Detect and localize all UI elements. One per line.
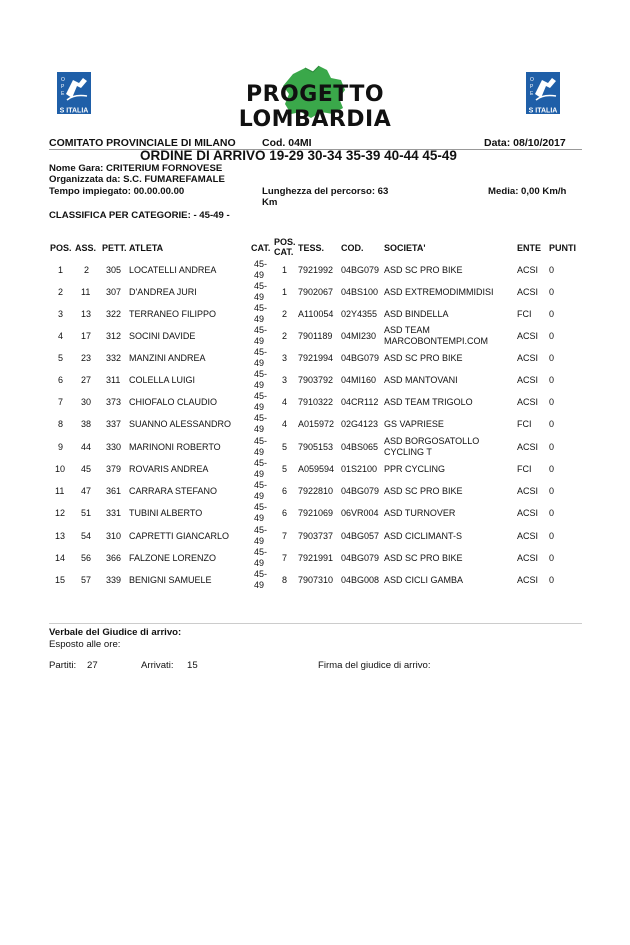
cell-cat (254, 281, 267, 303)
cell-atleta: TERRANEO FILIPPO (129, 309, 217, 319)
cell-societa: ASD EXTREMODIMMIDISI (384, 287, 494, 297)
cell-cat-line2: 49 (254, 292, 265, 302)
cell-tess: 7922810 (298, 486, 334, 496)
cell-pett: 331 (106, 508, 122, 518)
cell-punti: 0 (549, 265, 555, 275)
cell-cod: 04CR112 (341, 397, 379, 407)
cell-punti: 0 (549, 575, 555, 585)
cell-tess: A059594 (298, 464, 335, 474)
banner-title: PROGETTO LOMBARDIA (238, 82, 392, 132)
cell-atleta: TUBINI ALBERTO (129, 508, 203, 518)
cell-cat-line1: 45- (254, 281, 268, 291)
arrivati-value: 15 (187, 660, 198, 671)
table-row (0, 303, 630, 325)
col-pos-cat (274, 237, 296, 257)
cell-punti: 0 (549, 309, 555, 319)
cell-punti: 0 (549, 486, 555, 496)
col-pos-cat-line1: POS. (274, 237, 296, 247)
cell-cat (254, 436, 267, 458)
cell-pett: 332 (106, 353, 122, 363)
cell-pos-cat: 7 (282, 531, 288, 541)
col-tess: TESS. (298, 243, 325, 253)
cell-cat-line1: 45- (254, 569, 268, 579)
cell-atleta: CAPRETTI GIANCARLO (129, 531, 230, 541)
cell-cod: 01S2100 (341, 464, 378, 474)
cell-cat-line1: 45- (254, 502, 268, 512)
cell-ente: ACSI (517, 508, 539, 518)
cell-pett: 330 (106, 442, 122, 452)
cell-tess: 7903792 (298, 375, 334, 385)
cell-ass: 38 (81, 419, 92, 429)
cell-cat-line1: 45- (254, 259, 268, 269)
cell-cod: 02G4123 (341, 419, 379, 429)
cell-punti: 0 (549, 419, 555, 429)
cell-cat-line2: 49 (254, 380, 265, 390)
cell-cat-line1: 45- (254, 413, 268, 423)
cell-cat-line2: 49 (254, 358, 265, 368)
cell-pos-cat: 2 (282, 331, 288, 341)
cell-pett: 366 (106, 553, 122, 563)
cell-cat (254, 502, 267, 524)
cell-pos: 11 (55, 486, 65, 496)
cell-atleta: FALZONE LORENZO (129, 553, 217, 563)
cell-cat-line2: 49 (254, 402, 265, 412)
cell-atleta: COLELLA LUIGI (129, 375, 196, 385)
table-row (0, 369, 630, 391)
cell-atleta: MANZINI ANDREA (129, 353, 206, 363)
svg-text:P: P (61, 84, 65, 90)
cell-cat-line2: 49 (254, 580, 265, 590)
cell-pos: 13 (55, 531, 66, 541)
cell-cat-line1: 45- (254, 480, 268, 490)
cell-cod: 02Y4355 (341, 309, 378, 319)
cell-pett: 339 (106, 575, 122, 585)
cell-ass: 27 (81, 375, 92, 385)
cell-cod: 04BG079 (341, 353, 380, 363)
col-pos: POS. (50, 243, 72, 253)
cell-punti: 0 (549, 375, 555, 385)
cell-tess: 7921069 (298, 508, 334, 518)
cell-pos: 4 (58, 331, 64, 341)
progetto-lombardia-banner (180, 64, 450, 132)
cell-ass: 57 (81, 575, 92, 585)
cell-cat (254, 347, 267, 369)
table-row (0, 480, 630, 502)
cell-societa: ASD SC PRO BIKE (384, 553, 463, 563)
cell-pos: 12 (55, 508, 66, 518)
cell-pett: 310 (106, 531, 122, 541)
table-row (0, 525, 630, 547)
cell-pos-cat: 8 (282, 575, 288, 585)
cell-cat (254, 325, 267, 347)
cell-cat (254, 259, 267, 281)
cell-societa: GS VAPRIESE (384, 419, 444, 429)
col-cat: CAT. (251, 243, 271, 253)
svg-text:S ITALIA: S ITALIA (59, 107, 89, 114)
cell-pos: 6 (58, 375, 64, 385)
cell-pos: 8 (58, 419, 64, 429)
cell-pett: 373 (106, 397, 122, 407)
table-row (0, 502, 630, 524)
cell-tess: 7921994 (298, 353, 334, 363)
cell-tess: 7907310 (298, 575, 334, 585)
cell-ente: FCI (517, 309, 532, 319)
cell-atleta: CHIOFALO CLAUDIO (129, 397, 218, 407)
cell-cat-line2: 49 (254, 336, 265, 346)
cell-pos: 9 (58, 442, 64, 452)
cell-societa: ASD SC PRO BIKE (384, 353, 463, 363)
cell-cat-line2: 49 (254, 491, 265, 501)
course-length-unit: Km (262, 197, 278, 208)
partiti-label: Partiti: (49, 660, 77, 671)
cell-ass: 17 (81, 331, 92, 341)
cell-societa-line2: CYCLING T (384, 447, 432, 457)
race-name: Nome Gara: CRITERIUM FORNOVESE (49, 163, 223, 174)
cell-cat-line1: 45- (254, 347, 268, 357)
cell-tess: 7921991 (298, 553, 334, 563)
cell-cod: 04MI230 (341, 331, 377, 341)
cell-tess: 7903737 (298, 531, 334, 541)
cell-ente: ACSI (517, 397, 539, 407)
table-row (0, 458, 630, 480)
cell-ente: ACSI (517, 531, 539, 541)
committee: COMITATO PROVINCIALE DI MILANO (49, 137, 236, 149)
cell-ente: ACSI (517, 375, 539, 385)
event-code: Cod. 04MI (262, 137, 312, 149)
firma-label: Firma del giudice di arrivo: (318, 660, 431, 671)
cell-cat-line2: 49 (254, 469, 265, 479)
table-row (0, 281, 630, 303)
table-row (0, 347, 630, 369)
cell-cat-line1: 45- (254, 458, 268, 468)
cell-ente: ACSI (517, 331, 539, 341)
cell-cat-line2: 49 (254, 424, 265, 434)
svg-text:O: O (530, 77, 534, 83)
cell-cod: 04BS065 (341, 442, 379, 452)
cell-ass: 23 (81, 353, 92, 363)
cell-ass: 13 (81, 309, 92, 319)
table-row (0, 547, 630, 569)
table-row (0, 325, 630, 347)
cell-ass: 30 (81, 397, 92, 407)
cell-atleta: MARINONI ROBERTO (129, 442, 221, 452)
cell-cod: 04BS100 (341, 287, 379, 297)
cell-societa: ASD CICLI GAMBA (384, 575, 464, 585)
cell-pos: 14 (55, 553, 66, 563)
cell-pos: 10 (55, 464, 66, 474)
cell-pos-cat: 3 (282, 375, 288, 385)
cell-cat (254, 569, 267, 591)
organizer: Organizzata da: S.C. FUMAREFAMALE (49, 174, 225, 185)
cell-pos: 7 (58, 397, 64, 407)
svg-text:O: O (61, 77, 65, 83)
cell-societa: ASD SC PRO BIKE (384, 486, 463, 496)
cell-ente: ACSI (517, 486, 539, 496)
cell-pos-cat: 6 (282, 486, 288, 496)
col-cod: COD. (341, 243, 364, 253)
cell-pos-cat: 4 (282, 419, 288, 429)
cell-ente: ACSI (517, 553, 539, 563)
course-length: Lunghezza del percorso: 63 (262, 186, 389, 197)
cell-cat-line1: 45- (254, 325, 268, 335)
cell-pos-cat: 5 (282, 442, 288, 452)
cell-societa: ASD MANTOVANI (384, 375, 458, 385)
cell-cat-line2: 49 (254, 513, 265, 523)
cell-ente: ACSI (517, 353, 539, 363)
cell-atleta: ROVARIS ANDREA (129, 464, 209, 474)
category-label: CLASSIFICA PER CATEGORIE: - 45-49 - (49, 210, 230, 221)
cell-punti: 0 (549, 397, 555, 407)
cell-pett: 311 (106, 375, 121, 385)
cell-pos-cat: 2 (282, 309, 288, 319)
cell-pett: 307 (106, 287, 122, 297)
cell-cat-line1: 45- (254, 369, 268, 379)
cell-cod: 04BG079 (341, 265, 380, 275)
cell-atleta: SUANNO ALESSANDRO (129, 419, 232, 429)
cell-societa (384, 436, 479, 458)
cell-pett: 337 (106, 419, 122, 429)
col-ente: ENTE (517, 243, 542, 253)
cell-ass: 51 (81, 508, 92, 518)
cell-ass: 11 (81, 287, 91, 297)
cell-cat (254, 480, 267, 502)
cell-societa: ASD BINDELLA (384, 309, 449, 319)
cell-punti: 0 (549, 531, 555, 541)
col-pos-cat-line2: CAT. (274, 247, 294, 257)
cell-cat-line2: 49 (254, 447, 265, 457)
cell-pos: 2 (58, 287, 64, 297)
cell-cat-line2: 49 (254, 536, 265, 546)
cell-cod: 04BG008 (341, 575, 380, 585)
col-punti: PUNTI (549, 243, 576, 253)
arrivati-label: Arrivati: (141, 660, 174, 671)
cell-societa: ASD CICLIMANT-S (384, 531, 463, 541)
cell-pos-cat: 6 (282, 508, 288, 518)
cell-cat-line2: 49 (254, 558, 265, 568)
table-row (0, 413, 630, 435)
cell-pos-cat: 4 (282, 397, 288, 407)
cell-pett: 361 (106, 486, 122, 496)
time-used: Tempo impiegato: 00.00.00.00 (49, 186, 185, 197)
opes-italia-logo-right (526, 72, 560, 114)
cell-ente: ACSI (517, 287, 539, 297)
cell-pett: 312 (106, 331, 122, 341)
cell-ass: 44 (81, 442, 92, 452)
table-row (0, 436, 630, 458)
col-societa: SOCIETA' (384, 243, 426, 253)
footer-divider (49, 623, 582, 624)
cell-ass: 54 (81, 531, 92, 541)
cell-societa-line2: MARCOBONTEMPI.COM (384, 336, 489, 346)
cell-punti: 0 (549, 287, 555, 297)
cell-cat (254, 458, 267, 480)
cell-pett: 322 (106, 309, 122, 319)
col-pett: PETT. (102, 243, 127, 253)
cell-atleta: LOCATELLI ANDREA (129, 265, 217, 275)
table-row (0, 259, 630, 281)
cell-pos: 3 (58, 309, 64, 319)
cell-pos-cat: 7 (282, 553, 288, 563)
cell-cat (254, 547, 267, 569)
svg-text:P: P (530, 84, 534, 90)
svg-text:E: E (61, 91, 65, 97)
cell-tess: 7910322 (298, 397, 334, 407)
cell-ass: 47 (81, 486, 92, 496)
cell-atleta: SOCINI DAVIDE (129, 331, 196, 341)
cell-pos-cat: 1 (282, 265, 288, 275)
cell-tess: 7905153 (298, 442, 334, 452)
cell-cat (254, 413, 267, 435)
verbale-label: Verbale del Giudice di arrivo: (49, 627, 182, 638)
cell-societa: PPR CYCLING (384, 464, 446, 474)
cell-cat-line1: 45- (254, 547, 268, 557)
col-ass: ASS. (75, 243, 97, 253)
cell-societa: ASD TEAM TRIGOLO (384, 397, 473, 407)
cell-ente: ACSI (517, 442, 539, 452)
cell-cod: 06VR004 (341, 508, 379, 518)
cell-cat (254, 303, 267, 325)
cell-punti: 0 (549, 553, 555, 563)
cell-societa (384, 325, 488, 347)
cell-societa: ASD SC PRO BIKE (384, 265, 463, 275)
cell-punti: 0 (549, 508, 555, 518)
cell-cat-line2: 49 (254, 270, 265, 280)
cell-cat (254, 391, 267, 413)
svg-text:S ITALIA: S ITALIA (528, 107, 558, 114)
table-row (0, 569, 630, 591)
cell-pos: 15 (55, 575, 66, 585)
cell-cat-line2: 49 (254, 314, 265, 324)
cell-ente: FCI (517, 419, 532, 429)
cell-cat (254, 525, 267, 547)
cell-pos: 1 (58, 265, 64, 275)
cell-cod: 04BG079 (341, 553, 380, 563)
opes-italia-logo-left (57, 72, 91, 114)
cell-punti: 0 (549, 353, 555, 363)
cell-societa-line1: ASD TEAM (384, 325, 430, 335)
cell-cod: 04MI160 (341, 375, 377, 385)
cell-pett: 379 (106, 464, 122, 474)
cell-punti: 0 (549, 442, 555, 452)
cell-punti: 0 (549, 331, 555, 341)
svg-text:E: E (530, 91, 534, 97)
cell-atleta: BENIGNI SAMUELE (129, 575, 212, 585)
average-speed: Media: 0,00 Km/h (488, 186, 567, 197)
partiti-value: 27 (87, 660, 98, 671)
cell-punti: 0 (549, 464, 555, 474)
cell-tess: 7921992 (298, 265, 334, 275)
cell-pett: 305 (106, 265, 122, 275)
cell-societa-line1: ASD BORGOSATOLLO (384, 436, 480, 446)
cell-ass: 45 (81, 464, 92, 474)
cell-cat (254, 369, 267, 391)
cell-ass: 56 (81, 553, 92, 563)
cell-ente: ACSI (517, 575, 539, 585)
esposto-label: Esposto alle ore: (49, 639, 121, 650)
cell-ente: FCI (517, 464, 532, 474)
cell-pos: 5 (58, 353, 64, 363)
cell-cod: 04BG057 (341, 531, 380, 541)
col-atleta: ATLETA (129, 243, 164, 253)
cell-pos-cat: 1 (282, 287, 288, 297)
cell-ente: ACSI (517, 265, 539, 275)
cell-pos-cat: 5 (282, 464, 288, 474)
event-date: Data: 08/10/2017 (484, 137, 566, 149)
cell-cod: 04BG079 (341, 486, 380, 496)
cell-tess: A015972 (298, 419, 335, 429)
table-row (0, 391, 630, 413)
cell-cat-line1: 45- (254, 391, 268, 401)
cell-cat-line1: 45- (254, 436, 268, 446)
cell-ass: 2 (84, 265, 90, 275)
cell-societa: ASD TURNOVER (384, 508, 456, 518)
cell-cat-line1: 45- (254, 525, 268, 535)
cell-atleta: D'ANDREA JURI (129, 287, 197, 297)
cell-tess: 7902067 (298, 287, 334, 297)
cell-tess: A110054 (298, 309, 334, 319)
page-title: ORDINE DI ARRIVO 19-29 30-34 35-39 40-44 45-49 (140, 148, 457, 163)
cell-tess: 7901189 (298, 331, 333, 341)
cell-atleta: CARRARA STEFANO (129, 486, 218, 496)
cell-pos-cat: 3 (282, 353, 288, 363)
cell-cat-line1: 45- (254, 303, 268, 313)
